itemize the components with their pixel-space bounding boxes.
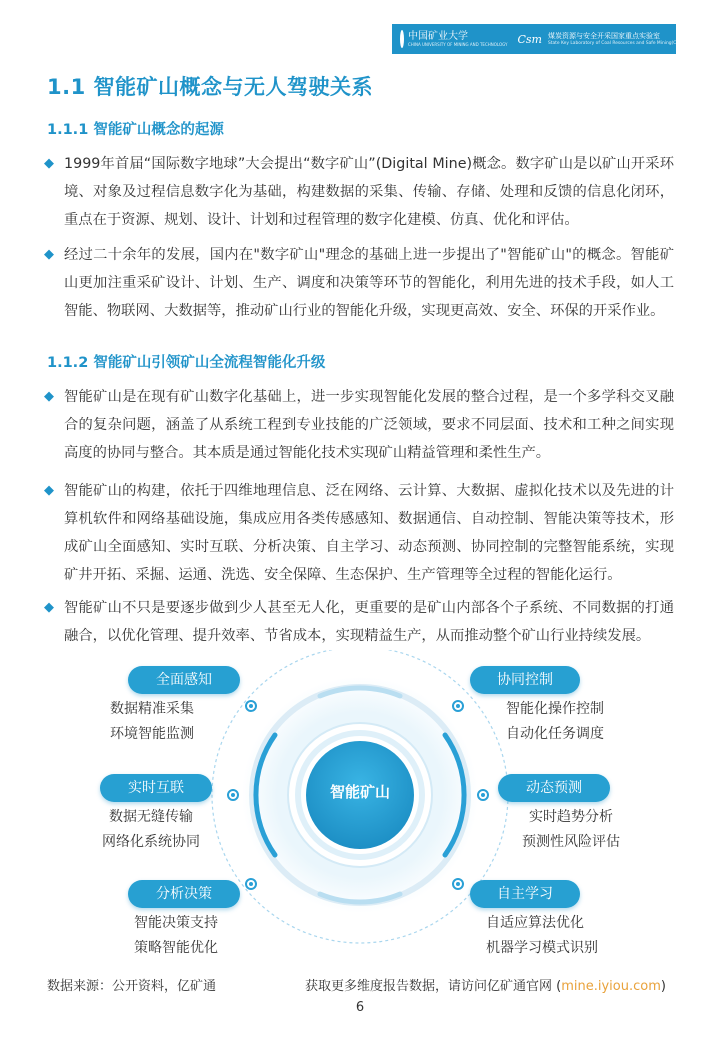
bullet-paragraph: ◆ 经过二十余年的发展，国内在"数字矿山"理念的基础上进一步提出了"智能矿山"的概念。智能矿山更加注重采矿设计、计划、生产、调度和决策等环节的智能化，利用先进的技术手段，如人工智能、物联网、大数据等，推动矿山行业的智能化升级，实现更高效、安全、环保的开采作业。 xyxy=(44,241,674,325)
smart-mine-diagram xyxy=(0,650,720,970)
lab-name: 煤炭资源与安全开采国家重点实验室 State Key Laboratory of Coal Resources and Safe Mining(CUMT) xyxy=(547,31,688,46)
header-logo-strip xyxy=(392,24,709,57)
diamond-bullet-icon: ◆ xyxy=(44,483,54,498)
node-items-perception: 数据精准采集 环境智能监测 xyxy=(110,701,194,742)
bullet-paragraph: ◆ 智能矿山的构建，依托于四维地理信息、泛在网络、云计算、大数据、虚拟化技术以及先进的计算机软件和网络基础设施，集成应用各类传感感知、数据通信、自动控制、智能决策等技术，形成矿山全面感知、实时互联、分析决策、自主学习、动态预测、协同控制的完整智能系统，实现矿井开拓、采掘、运通、洗选、安全保障、生态保护、生产管理等全过程的智能化运行。 xyxy=(44,477,674,589)
lab-logo-mark: Csm xyxy=(517,32,542,46)
footer-data-source: 数据来源：公开资料，亿矿通 xyxy=(47,979,217,994)
diamond-bullet-icon: ◆ xyxy=(44,247,54,262)
website-link[interactable]: mine.iyiou.com xyxy=(561,979,661,994)
diamond-bullet-icon: ◆ xyxy=(44,156,54,171)
footer-visit-note: 获取更多维度报告数据，请访问亿矿通官网 (mine.iyiou.com) xyxy=(305,979,666,994)
diamond-bullet-icon: ◆ xyxy=(44,600,54,615)
diamond-bullet-icon: ◆ xyxy=(44,389,54,404)
node-pill-control: 协同控制 xyxy=(470,666,580,694)
bullet-paragraph: ◆ 1999年首届“国际数字地球”大会提出“数字矿山”(Digital Mine)概念。数字矿山是以矿山开采环境、对象及过程信息数字化为基础，构建数据的采集、传输、存储、处理和反馈的信息化闭环，重点在于资源、规划、设计、计划和过程管理的数字化建模、仿真、优化和评估。 xyxy=(44,150,674,234)
node-items-decision: 智能决策支持 策略智能优化 xyxy=(134,915,218,956)
diagram-center-label: 智能矿山 xyxy=(329,783,390,801)
university-logo: 中国矿业大学 CHINA UNIVERSITY OF MINING AND TECHNOLOGY xyxy=(408,31,508,47)
bullet-paragraph: ◆ 智能矿山是在现有矿山数字化基础上，进一步实现智能化发展的整合过程，是一个多学科交叉融合的复杂问题，涵盖了从系统工程到专业技能的广泛领域，要求不同层面、技术和工种之间实现高度的协同与整合。其本质是通过智能化技术实现矿山精益管理和柔性生产。 xyxy=(44,383,674,467)
partner-logo: ▲ 亿矿通 xyxy=(696,20,709,58)
node-items-prediction: 实时趋势分析 预测性风险评估 xyxy=(522,809,620,850)
node-pill-decision: 分析决策 xyxy=(128,880,240,908)
page-number: 6 xyxy=(355,1000,365,1015)
bullet-paragraph: ◆ 智能矿山不只是要逐步做到少人甚至无人化，更重要的是矿山内部各个子系统、不同数据的打通融合，以优化管理、提升效率、节省成本，实现精益生产，从而推动整个矿山行业持续发展。 xyxy=(44,594,674,650)
node-items-learning: 自适应算法优化 机器学习模式识别 xyxy=(486,915,598,956)
node-pill-prediction: 动态预测 xyxy=(498,774,610,802)
node-items-control: 智能化操作控制 自动化任务调度 xyxy=(506,701,604,742)
node-pill-interconnect: 实时互联 xyxy=(100,774,212,802)
node-pill-perception: 全面感知 xyxy=(128,666,240,694)
node-pill-learning: 自主学习 xyxy=(470,880,580,908)
subsection-title-upgrade: 1.1.2 智能矿山引领矿山全流程智能化升级 xyxy=(47,355,326,371)
section-title: 1.1 智能矿山概念与无人驾驶关系 xyxy=(47,75,374,99)
university-seal-icon xyxy=(400,30,404,48)
subsection-title-origin: 1.1.1 智能矿山概念的起源 xyxy=(47,122,224,138)
node-items-interconnect: 数据无缝传输 网络化系统协同 xyxy=(102,809,200,850)
